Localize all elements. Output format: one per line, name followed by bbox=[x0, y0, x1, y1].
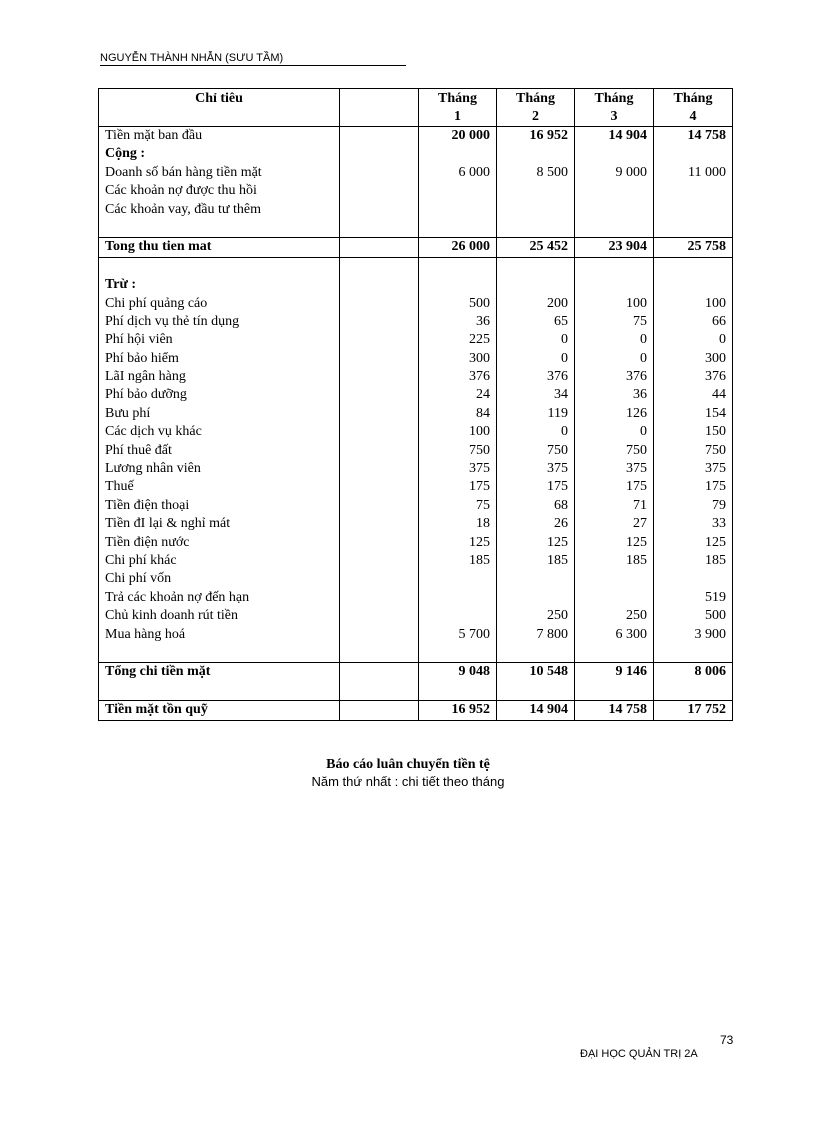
row-label: Phí dịch vụ thẻ tín dụng bbox=[99, 313, 340, 331]
blank-cell bbox=[340, 682, 419, 701]
month-value-cell bbox=[575, 644, 654, 663]
month-value-cell bbox=[497, 257, 575, 276]
row-label: Trả các khoản nợ đến hạn bbox=[99, 589, 340, 607]
month-value-cell: 7 800 bbox=[497, 626, 575, 644]
month-value-cell: 185 bbox=[497, 552, 575, 570]
blank-cell bbox=[340, 626, 419, 644]
month-value-cell: 26 000 bbox=[419, 238, 497, 257]
column-header-month: Tháng 4 bbox=[654, 89, 733, 127]
month-value-cell: 75 bbox=[575, 313, 654, 331]
month-value-cell: 65 bbox=[497, 313, 575, 331]
page-footer: ĐẠI HỌC QUẢN TRỊ 2A bbox=[580, 1048, 698, 1060]
blank-cell bbox=[340, 552, 419, 570]
blank-cell bbox=[340, 589, 419, 607]
blank-cell bbox=[340, 570, 419, 588]
row-label bbox=[99, 644, 340, 663]
page-header: NGUYỄN THÀNH NHẪN (SƯU TẦM) bbox=[100, 52, 406, 66]
month-value-cell bbox=[575, 219, 654, 238]
row-label: Tiền điện thoại bbox=[99, 497, 340, 515]
month-value-cell bbox=[419, 182, 497, 200]
column-header-label: Chỉ tiêu bbox=[99, 89, 340, 127]
row-label: Chi phí khác bbox=[99, 552, 340, 570]
row-label bbox=[99, 682, 340, 701]
month-value-cell bbox=[419, 219, 497, 238]
row-label: Các khoản vay, đầu tư thêm bbox=[99, 201, 340, 219]
month-value-cell bbox=[497, 182, 575, 200]
month-value-cell: 0 bbox=[497, 350, 575, 368]
column-header-blank bbox=[340, 89, 419, 127]
month-value-cell: 71 bbox=[575, 497, 654, 515]
row-label: Cộng : bbox=[99, 145, 340, 163]
month-value-cell: 20 000 bbox=[419, 127, 497, 146]
month-value-cell: 14 904 bbox=[497, 701, 575, 720]
month-value-cell: 6 300 bbox=[575, 626, 654, 644]
month-value-cell: 185 bbox=[575, 552, 654, 570]
month-value-cell bbox=[419, 570, 497, 588]
month-value-cell: 125 bbox=[419, 534, 497, 552]
month-value-cell: 125 bbox=[575, 534, 654, 552]
month-value-cell: 519 bbox=[654, 589, 733, 607]
table-row bbox=[99, 478, 733, 496]
month-value-cell: 300 bbox=[419, 350, 497, 368]
row-label bbox=[99, 219, 340, 238]
month-value-cell bbox=[419, 682, 497, 701]
blank-cell bbox=[340, 497, 419, 515]
month-value-cell: 11 000 bbox=[654, 164, 733, 182]
total-payments-row bbox=[99, 663, 733, 682]
month-value-cell: 750 bbox=[575, 442, 654, 460]
table-row bbox=[99, 127, 733, 146]
row-label: Phí bảo hiểm bbox=[99, 350, 340, 368]
table-row bbox=[99, 552, 733, 570]
month-value-cell: 9 048 bbox=[419, 663, 497, 682]
month-value-cell bbox=[419, 644, 497, 663]
month-value-cell bbox=[419, 201, 497, 219]
month-value-cell: 100 bbox=[575, 295, 654, 313]
row-label: LãI ngân hàng bbox=[99, 368, 340, 386]
month-value-cell: 14 758 bbox=[654, 127, 733, 146]
blank-cell bbox=[340, 478, 419, 496]
month-value-cell: 0 bbox=[497, 331, 575, 349]
cash-flow-table bbox=[98, 88, 733, 721]
month-value-cell bbox=[654, 219, 733, 238]
blank-cell bbox=[340, 423, 419, 441]
month-value-cell: 9 000 bbox=[575, 164, 654, 182]
blank-cell bbox=[340, 313, 419, 331]
table-row bbox=[99, 607, 733, 625]
month-value-cell: 25 452 bbox=[497, 238, 575, 257]
blank-cell bbox=[340, 182, 419, 200]
page-number: 73 bbox=[720, 1033, 734, 1047]
month-value-cell: 126 bbox=[575, 405, 654, 423]
blank-cell bbox=[340, 644, 419, 663]
month-value-cell: 44 bbox=[654, 386, 733, 404]
month-value-cell: 27 bbox=[575, 515, 654, 533]
month-value-cell bbox=[575, 257, 654, 276]
month-value-cell bbox=[654, 570, 733, 588]
row-label: Tiền mặt tồn quỹ bbox=[99, 701, 340, 720]
month-value-cell: 10 548 bbox=[497, 663, 575, 682]
column-header-month: Tháng 3 bbox=[575, 89, 654, 127]
month-value-cell: 375 bbox=[497, 460, 575, 478]
month-value-cell bbox=[575, 182, 654, 200]
month-value-cell bbox=[419, 607, 497, 625]
table-row bbox=[99, 405, 733, 423]
month-value-cell: 0 bbox=[575, 331, 654, 349]
month-value-cell: 250 bbox=[497, 607, 575, 625]
table-row bbox=[99, 515, 733, 533]
month-value-cell: 68 bbox=[497, 497, 575, 515]
column-header-month: Tháng 1 bbox=[419, 89, 497, 127]
row-label: Thuế bbox=[99, 478, 340, 496]
total-receipts-row bbox=[99, 238, 733, 257]
row-label: Doanh số bán hàng tiền mặt bbox=[99, 164, 340, 182]
month-value-cell bbox=[497, 644, 575, 663]
month-value-cell: 0 bbox=[575, 350, 654, 368]
table-row bbox=[99, 276, 733, 294]
month-value-cell bbox=[419, 589, 497, 607]
row-label: Mua hàng hoá bbox=[99, 626, 340, 644]
month-value-cell: 9 146 bbox=[575, 663, 654, 682]
row-label: Phí hội viên bbox=[99, 331, 340, 349]
table-row bbox=[99, 313, 733, 331]
blank-cell bbox=[340, 442, 419, 460]
blank-cell bbox=[340, 145, 419, 163]
month-value-cell bbox=[497, 276, 575, 294]
month-value-cell: 376 bbox=[575, 368, 654, 386]
month-value-cell: 100 bbox=[654, 295, 733, 313]
table-row bbox=[99, 423, 733, 441]
spacer-row bbox=[99, 219, 733, 238]
month-value-cell: 75 bbox=[419, 497, 497, 515]
month-value-cell: 750 bbox=[497, 442, 575, 460]
row-label: Tổng chi tiền mặt bbox=[99, 663, 340, 682]
month-value-cell: 8 006 bbox=[654, 663, 733, 682]
month-value-cell bbox=[419, 276, 497, 294]
month-value-cell: 3 900 bbox=[654, 626, 733, 644]
table-row bbox=[99, 295, 733, 313]
table-row bbox=[99, 386, 733, 404]
row-label: Chủ kinh doanh rút tiền bbox=[99, 607, 340, 625]
month-value-cell: 175 bbox=[419, 478, 497, 496]
month-value-cell bbox=[654, 201, 733, 219]
ending-cash-row bbox=[99, 701, 733, 720]
month-value-cell bbox=[497, 201, 575, 219]
month-value-cell: 175 bbox=[575, 478, 654, 496]
table-row bbox=[99, 626, 733, 644]
table-row bbox=[99, 497, 733, 515]
blank-cell bbox=[340, 515, 419, 533]
table-row bbox=[99, 442, 733, 460]
month-value-cell: 84 bbox=[419, 405, 497, 423]
month-value-cell: 34 bbox=[497, 386, 575, 404]
month-value-cell: 79 bbox=[654, 497, 733, 515]
month-value-cell bbox=[654, 644, 733, 663]
row-label: Chi phí quảng cáo bbox=[99, 295, 340, 313]
month-value-cell: 154 bbox=[654, 405, 733, 423]
month-value-cell: 25 758 bbox=[654, 238, 733, 257]
row-label: Tiền đI lại & nghỉ mát bbox=[99, 515, 340, 533]
month-value-cell: 16 952 bbox=[419, 701, 497, 720]
blank-cell bbox=[340, 331, 419, 349]
month-value-cell bbox=[575, 682, 654, 701]
month-value-cell: 375 bbox=[654, 460, 733, 478]
row-label: Tong thu tien mat bbox=[99, 238, 340, 257]
month-value-cell bbox=[575, 570, 654, 588]
month-value-cell: 200 bbox=[497, 295, 575, 313]
month-value-cell: 750 bbox=[419, 442, 497, 460]
month-value-cell: 175 bbox=[654, 478, 733, 496]
month-value-cell: 500 bbox=[654, 607, 733, 625]
blank-cell bbox=[340, 386, 419, 404]
blank-cell bbox=[340, 350, 419, 368]
table-row bbox=[99, 570, 733, 588]
blank-cell bbox=[340, 276, 419, 294]
row-label: Các khoản nợ được thu hồi bbox=[99, 182, 340, 200]
month-value-cell bbox=[654, 145, 733, 163]
month-value-cell: 14 904 bbox=[575, 127, 654, 146]
blank-cell bbox=[340, 368, 419, 386]
month-value-cell: 225 bbox=[419, 331, 497, 349]
month-value-cell: 14 758 bbox=[575, 701, 654, 720]
blank-cell bbox=[340, 607, 419, 625]
blank-cell bbox=[340, 164, 419, 182]
blank-cell bbox=[340, 219, 419, 238]
month-value-cell: 0 bbox=[497, 423, 575, 441]
month-value-cell: 18 bbox=[419, 515, 497, 533]
month-value-cell: 36 bbox=[419, 313, 497, 331]
blank-cell bbox=[340, 405, 419, 423]
month-value-cell: 16 952 bbox=[497, 127, 575, 146]
month-value-cell: 23 904 bbox=[575, 238, 654, 257]
table-row bbox=[99, 201, 733, 219]
report-title: Báo cáo luân chuyển tiền tệ bbox=[326, 757, 490, 772]
table-header-row bbox=[99, 89, 733, 127]
month-value-cell: 375 bbox=[575, 460, 654, 478]
month-value-cell: 5 700 bbox=[419, 626, 497, 644]
report-subtitle: Năm thứ nhất : chi tiết theo tháng bbox=[311, 774, 505, 789]
month-value-cell bbox=[575, 201, 654, 219]
blank-cell bbox=[340, 534, 419, 552]
table-row bbox=[99, 164, 733, 182]
month-value-cell: 6 000 bbox=[419, 164, 497, 182]
spacer-row bbox=[99, 682, 733, 701]
blank-cell bbox=[340, 701, 419, 720]
month-value-cell: 24 bbox=[419, 386, 497, 404]
row-label: Lương nhân viên bbox=[99, 460, 340, 478]
month-value-cell: 66 bbox=[654, 313, 733, 331]
month-value-cell: 376 bbox=[497, 368, 575, 386]
blank-cell bbox=[340, 257, 419, 276]
month-value-cell bbox=[497, 570, 575, 588]
month-value-cell: 185 bbox=[654, 552, 733, 570]
month-value-cell: 125 bbox=[497, 534, 575, 552]
month-value-cell: 185 bbox=[419, 552, 497, 570]
blank-cell bbox=[340, 295, 419, 313]
month-value-cell: 119 bbox=[497, 405, 575, 423]
row-label: Trừ : bbox=[99, 276, 340, 294]
month-value-cell bbox=[419, 257, 497, 276]
blank-cell bbox=[340, 201, 419, 219]
table-row bbox=[99, 589, 733, 607]
column-header-month: Tháng 2 bbox=[497, 89, 575, 127]
month-value-cell: 33 bbox=[654, 515, 733, 533]
row-label bbox=[99, 257, 340, 276]
month-value-cell bbox=[497, 145, 575, 163]
month-value-cell bbox=[497, 589, 575, 607]
table-row bbox=[99, 534, 733, 552]
month-value-cell bbox=[419, 145, 497, 163]
month-value-cell bbox=[654, 276, 733, 294]
month-value-cell bbox=[654, 257, 733, 276]
row-label: Tiền điện nước bbox=[99, 534, 340, 552]
month-value-cell: 750 bbox=[654, 442, 733, 460]
spacer-row bbox=[99, 644, 733, 663]
month-value-cell: 150 bbox=[654, 423, 733, 441]
month-value-cell bbox=[497, 682, 575, 701]
table-row bbox=[99, 368, 733, 386]
blank-cell bbox=[340, 238, 419, 257]
month-value-cell: 175 bbox=[497, 478, 575, 496]
month-value-cell: 0 bbox=[575, 423, 654, 441]
month-value-cell bbox=[575, 589, 654, 607]
month-value-cell: 26 bbox=[497, 515, 575, 533]
month-value-cell: 376 bbox=[419, 368, 497, 386]
month-value-cell bbox=[575, 276, 654, 294]
row-label: Bưu phí bbox=[99, 405, 340, 423]
blank-cell bbox=[340, 663, 419, 682]
month-value-cell: 500 bbox=[419, 295, 497, 313]
table-row bbox=[99, 350, 733, 368]
month-value-cell bbox=[654, 182, 733, 200]
row-label: Phí bảo dưỡng bbox=[99, 386, 340, 404]
blank-cell bbox=[340, 460, 419, 478]
row-label: Các dịch vụ khác bbox=[99, 423, 340, 441]
month-value-cell: 100 bbox=[419, 423, 497, 441]
row-label: Chi phí vốn bbox=[99, 570, 340, 588]
month-value-cell bbox=[654, 682, 733, 701]
table-row bbox=[99, 331, 733, 349]
month-value-cell: 300 bbox=[654, 350, 733, 368]
month-value-cell: 375 bbox=[419, 460, 497, 478]
month-value-cell bbox=[497, 219, 575, 238]
row-label: Tiền mặt ban đầu bbox=[99, 127, 340, 146]
month-value-cell: 125 bbox=[654, 534, 733, 552]
month-value-cell: 250 bbox=[575, 607, 654, 625]
table-row bbox=[99, 460, 733, 478]
spacer-row bbox=[99, 257, 733, 276]
month-value-cell: 8 500 bbox=[497, 164, 575, 182]
month-value-cell: 376 bbox=[654, 368, 733, 386]
month-value-cell: 17 752 bbox=[654, 701, 733, 720]
month-value-cell: 0 bbox=[654, 331, 733, 349]
month-value-cell: 36 bbox=[575, 386, 654, 404]
table-row bbox=[99, 182, 733, 200]
month-value-cell bbox=[575, 145, 654, 163]
blank-cell bbox=[340, 127, 419, 146]
row-label: Phí thuê đất bbox=[99, 442, 340, 460]
table-row bbox=[99, 145, 733, 163]
